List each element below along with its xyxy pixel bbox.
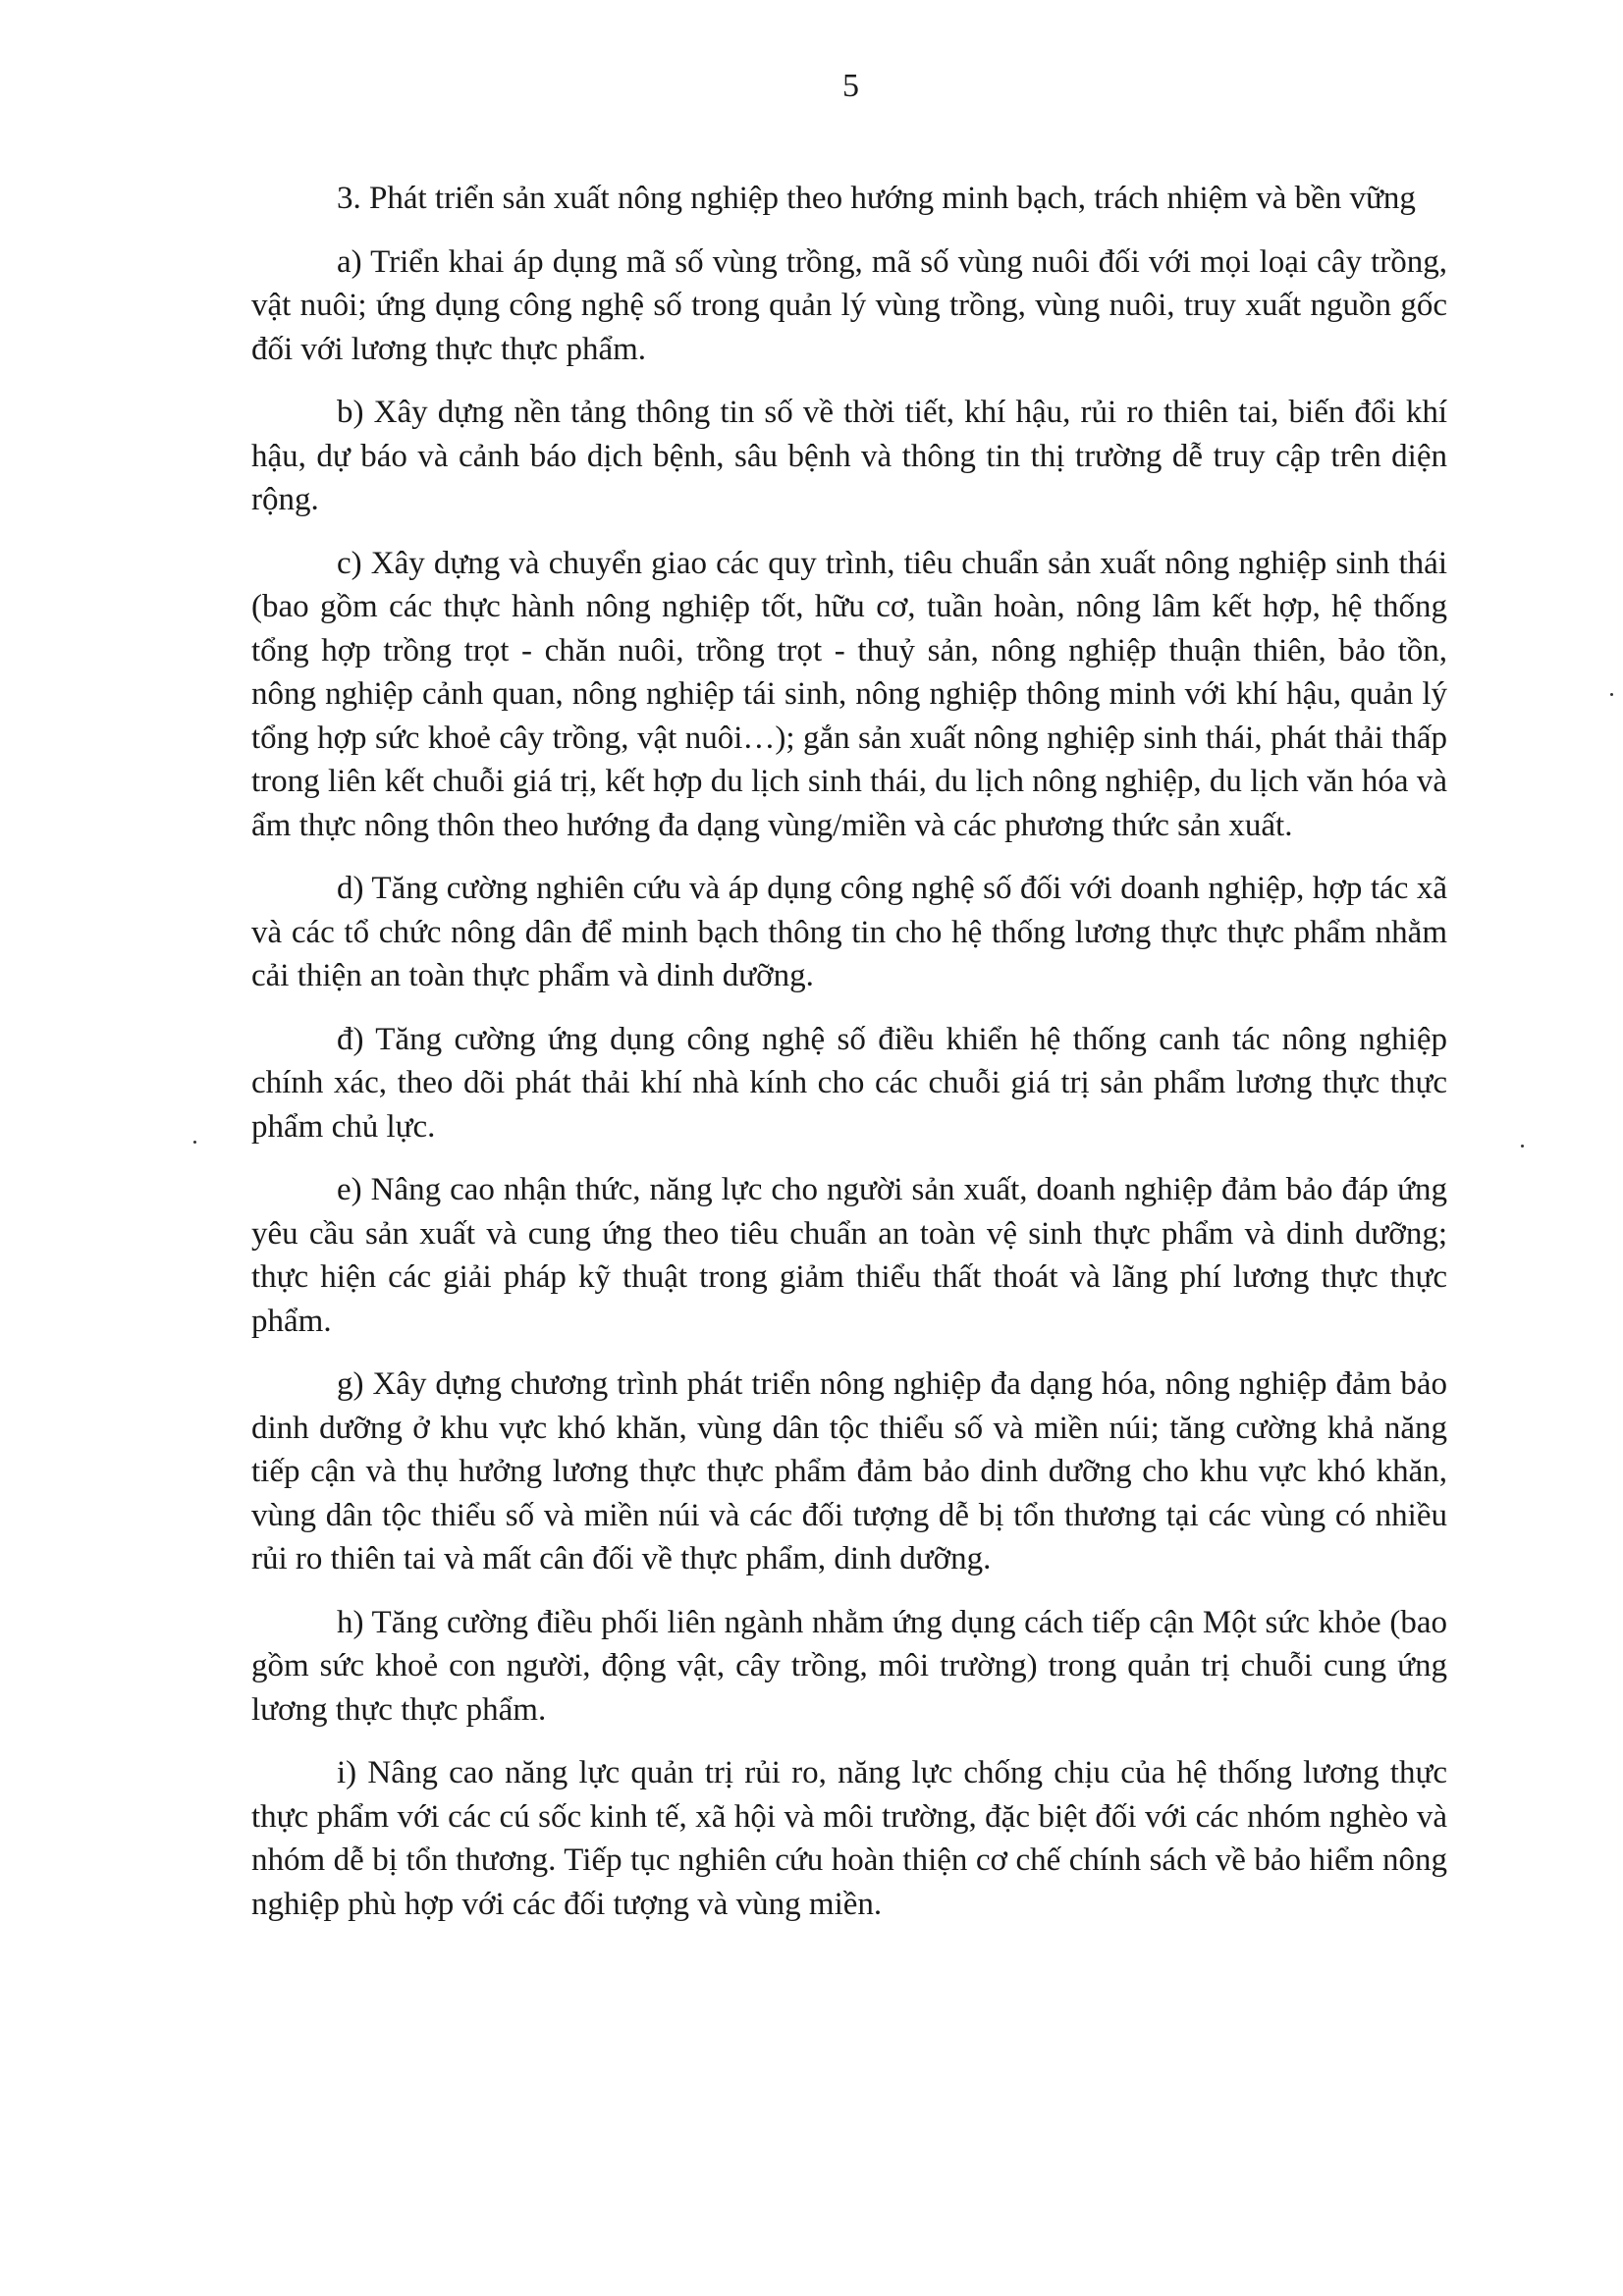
- item-i: i) Nâng cao năng lực quản trị rủi ro, năng lực chống chịu của hệ thống lương thực thực phẩm với các cú sốc kinh tế, xã hội và môi trường, đặc biệt đối với các nhóm nghèo và nhóm dễ bị tổn thương. Tiếp tục nghiên cứu hoàn thiện cơ chế chính sách về bảo hiểm nông nghiệp phù hợp với các đối tượng và vùng miền.: [251, 1755, 1447, 1922]
- scan-speck-right: [1521, 1145, 1524, 1148]
- section-heading: 3. Phát triển sản xuất nông nghiệp theo hướng minh bạch, trách nhiệm và bền vững: [337, 181, 1416, 216]
- item-dd: đ) Tăng cường ứng dụng công nghệ số điều khiển hệ thống canh tác nông nghiệp chính xác, theo dõi phát thải khí nhà kính cho các chuỗi giá trị sản phẩm lương thực thực phẩm chủ lực.: [251, 1021, 1447, 1145]
- section-body: [251, 177, 1447, 1946]
- item-a: a) Triển khai áp dụng mã số vùng trồng, mã số vùng nuôi đối với mọi loại cây trồng, vật nuôi; ứng dụng công nghệ số trong quản lý vùng trồng, vùng nuôi, truy xuất nguồn gốc đối với lương thực thực phẩm.: [251, 243, 1447, 367]
- item-b: b) Xây dựng nền tảng thông tin số về thời tiết, khí hậu, rủi ro thiên tai, biến đổi khí hậu, dự báo và cảnh báo dịch bệnh, sâu bệnh và thông tin thị trường dễ truy cập trên diện rộng.: [251, 395, 1447, 517]
- item-g: g) Xây dựng chương trình phát triển nông nghiệp đa dạng hóa, nông nghiệp đảm bảo dinh dưỡng ở khu vực khó khăn, vùng dân tộc thiểu số và miền núi; tăng cường khả năng tiếp cận và thụ hưởng lương thực thực phẩm đảm bảo dinh dưỡng cho khu vực khó khăn, vùng dân tộc thiểu số và miền núi và các đối tượng dễ bị tổn thương tại các vùng có nhiều rủi ro thiên tai và mất cân đối về thực phẩm, dinh dưỡng.: [251, 1366, 1447, 1576]
- scan-speck-left: [193, 1141, 196, 1144]
- item-d: d) Tăng cường nghiên cứu và áp dụng công nghệ số đối với doanh nghiệp, hợp tác xã và các tổ chức nông dân để minh bạch thông tin cho hệ thống lương thực thực phẩm nhằm cải thiện an toàn thực phẩm và dinh dưỡng.: [251, 871, 1447, 993]
- item-e: e) Nâng cao nhận thức, năng lực cho người sản xuất, doanh nghiệp đảm bảo đáp ứng yêu cầu sản xuất và cung ứng theo tiêu chuẩn an toàn vệ sinh thực phẩm và dinh dưỡng; thực hiện các giải pháp kỹ thuật trong giảm thiểu thất thoát và lãng phí lương thực thực phẩm.: [251, 1172, 1447, 1339]
- page-number: 5: [842, 68, 859, 104]
- item-h: h) Tăng cường điều phối liên ngành nhằm ứng dụng cách tiếp cận Một sức khỏe (bao gồm sức khoẻ con người, động vật, cây trồng, môi trường) trong quản trị chuỗi cung ứng lương thực thực phẩm.: [251, 1604, 1447, 1728]
- item-c: c) Xây dựng và chuyển giao các quy trình, tiêu chuẩn sản xuất nông nghiệp sinh thái (bao gồm các thực hành nông nghiệp tốt, hữu cơ, tuần hoàn, nông lâm kết hợp, hệ thống tổng hợp trồng trọt - chăn nuôi, trồng trọt - thuỷ sản, nông nghiệp thuận thiên, bảo tồn, nông nghiệp cảnh quan, nông nghiệp tái sinh, nông nghiệp thông minh với khí hậu, quản lý tổng hợp sức khoẻ cây trồng, vật nuôi…); gắn sản xuất nông nghiệp sinh thái, phát thải thấp trong liên kết chuỗi giá trị, kết hợp du lịch sinh thái, du lịch nông nghiệp, du lịch văn hóa và ẩm thực nông thôn theo hướng đa dạng vùng/miền và các phương thức sản xuất.: [251, 545, 1447, 843]
- scan-speck-edge: [1610, 693, 1613, 696]
